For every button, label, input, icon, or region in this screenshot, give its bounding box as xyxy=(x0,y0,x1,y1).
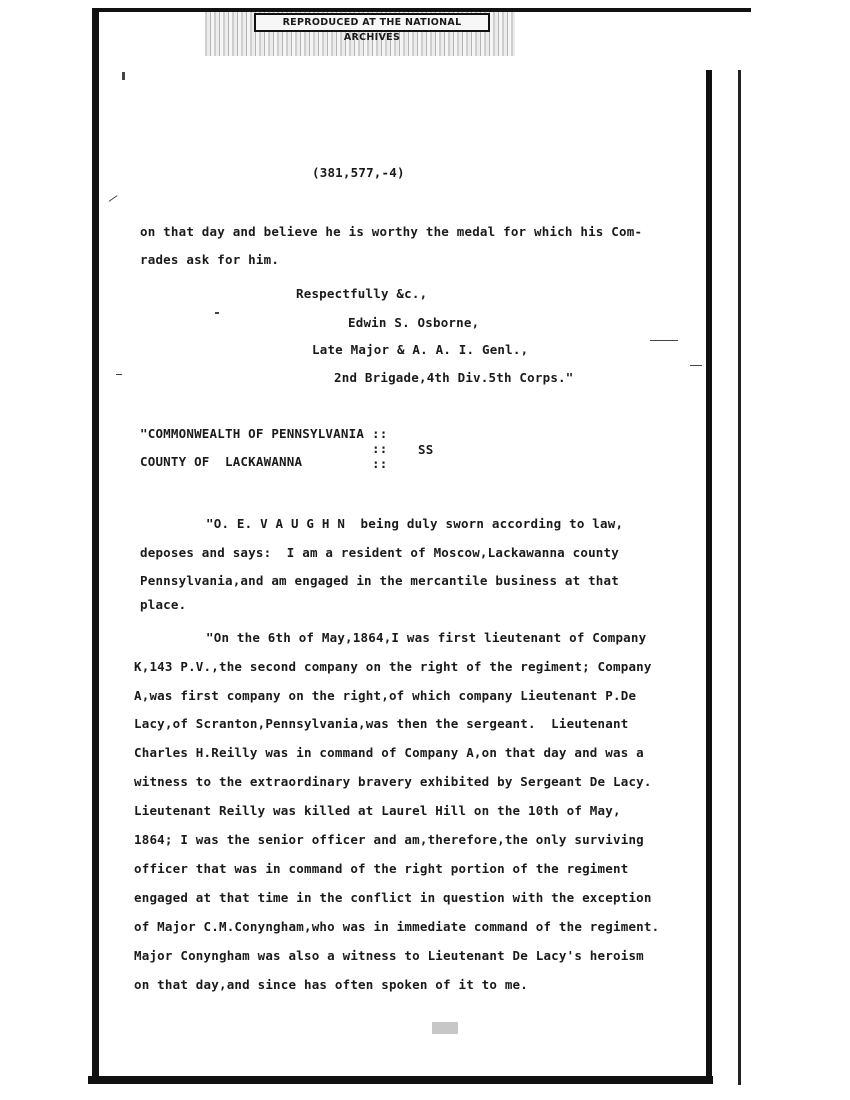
statement-line: on that day,and since has often spoken of it to me. xyxy=(134,977,529,992)
statement-line: officer that was in command of the right portion of the regiment xyxy=(134,861,629,876)
scan-speck xyxy=(432,1022,458,1034)
statement-line: Lacy,of Scranton,Pennsylvania,was then the sergeant. Lieutenant xyxy=(134,716,629,731)
statement-line: 1864; I was the senior officer and am,therefore,the only surviving xyxy=(134,832,644,847)
affidavit-line: deposes and says: I am a resident of Moscow,Lackawanna county xyxy=(140,545,619,560)
affidavit-line: place. xyxy=(140,597,187,612)
statement-line: K,143 P.V.,the second company on the right of the regiment; Company xyxy=(134,659,652,674)
document-reference: (381,577,-4) xyxy=(312,165,405,180)
scan-speck xyxy=(116,374,122,375)
continuation-line-1: on that day and believe he is worthy the medal for which his Com- xyxy=(140,224,643,239)
statement-line: witness to the extraordinary bravery exhibited by Sergeant De Lacy. xyxy=(134,774,652,789)
venue-dots-3: :: xyxy=(372,456,388,471)
statement-line: Lieutenant Reilly was killed at Laurel Hill on the 10th of May, xyxy=(134,803,621,818)
signature-title: Late Major & A. A. I. Genl., xyxy=(312,342,529,357)
scan-speck xyxy=(690,365,702,366)
signature-unit: 2nd Brigade,4th Div.5th Corps." xyxy=(334,370,574,385)
closing: Respectfully &c., xyxy=(296,286,428,301)
affidavit-line: "O. E. V A U G H N being duly sworn according to law, xyxy=(206,516,624,531)
venue-dots-1: :: xyxy=(372,426,388,441)
affidavit-line: Pennsylvania,and am engaged in the mercantile business at that xyxy=(140,573,619,588)
signature-name: Edwin S. Osborne, xyxy=(348,315,480,330)
statement-line: Major Conyngham was also a witness to Lieutenant De Lacy's heroism xyxy=(134,948,644,963)
page-border-right xyxy=(706,70,712,1080)
statement-line: of Major C.M.Conyngham,who was in immediate command of the regiment. xyxy=(134,919,660,934)
statement-line: Charles H.Reilly was in command of Company A,on that day and was a xyxy=(134,745,644,760)
statement-line: engaged at that time in the conflict in question with the exception xyxy=(134,890,652,905)
continuation-line-2: rades ask for him. xyxy=(140,252,280,267)
page-border-bottom xyxy=(88,1076,713,1084)
page-border-left xyxy=(92,8,99,1083)
scan-speck xyxy=(109,195,118,202)
archives-stamp: REPRODUCED AT THE NATIONAL ARCHIVES xyxy=(254,13,490,32)
scan-speck xyxy=(215,312,219,314)
venue-ss: SS xyxy=(418,442,434,457)
venue-county: COUNTY OF LACKAWANNA xyxy=(140,454,303,469)
venue-dots-2: :: xyxy=(372,441,388,456)
venue-commonwealth: "COMMONWEALTH OF PENNSYLVANIA xyxy=(140,426,365,441)
statement-line: A,was first company on the right,of which company Lieutenant P.De xyxy=(134,688,637,703)
scan-speck xyxy=(650,340,678,341)
page-border-right-outer xyxy=(738,70,741,1085)
statement-line: "On the 6th of May,1864,I was first lieutenant of Company xyxy=(206,630,647,645)
page-border-top xyxy=(96,8,751,12)
scan-speck xyxy=(122,72,125,80)
